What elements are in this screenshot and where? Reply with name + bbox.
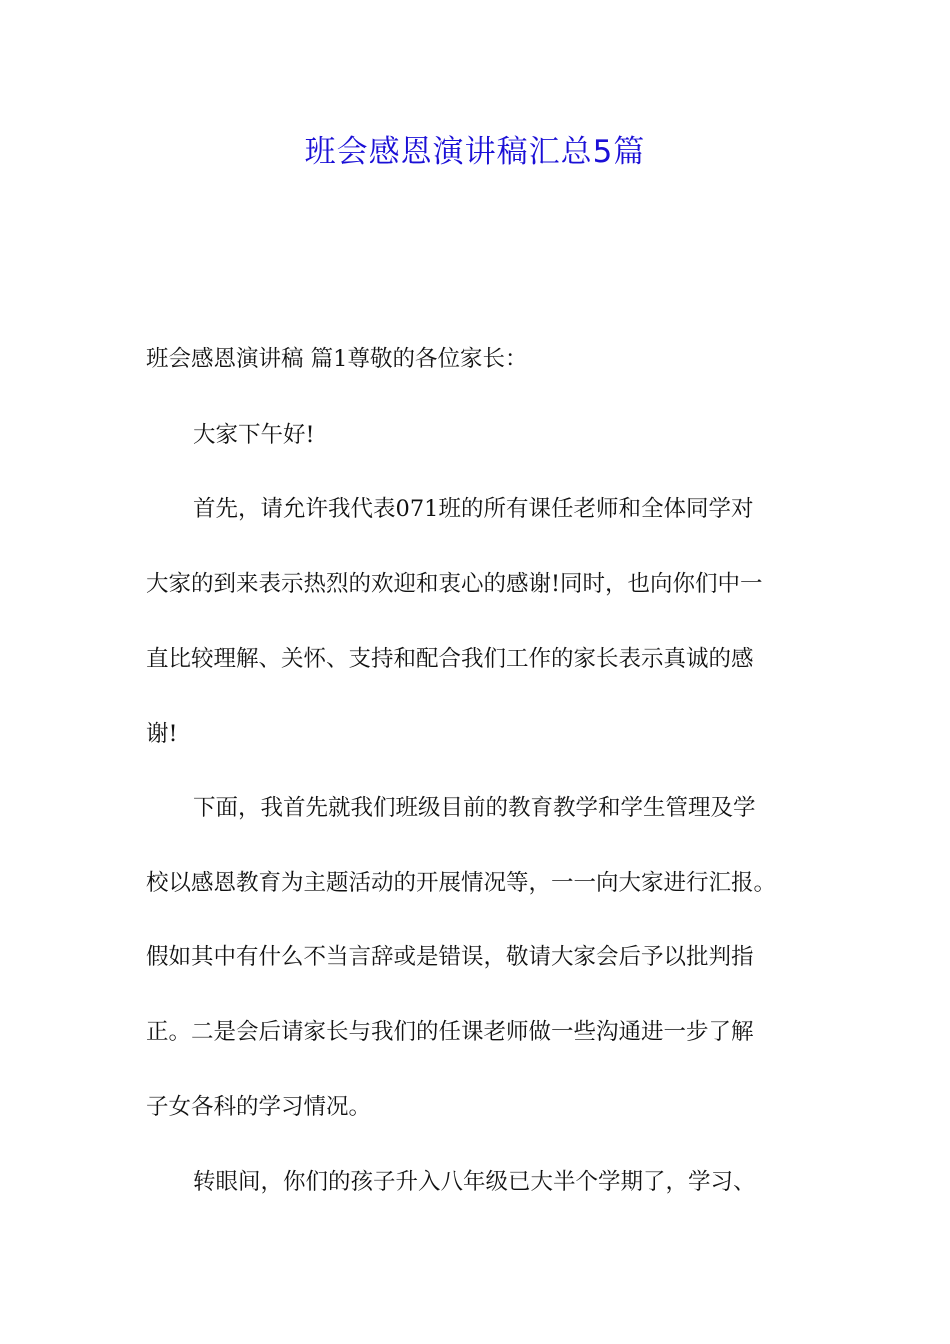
paragraph-line: 首先，请允许我代表071班的所有课任老师和全体同学对 xyxy=(193,496,754,522)
paragraph-line: 谢! xyxy=(146,721,178,747)
paragraph-line: 校以感恩教育为主题活动的开展情况等，一一向大家进行汇报。 xyxy=(146,870,777,896)
paragraph-line: 正。二是会后请家长与我们的任课老师做一些沟通进一步了解 xyxy=(146,1019,754,1045)
paragraph-line: 假如其中有什么不当言辞或是错误，敬请大家会后予以批判指 xyxy=(146,944,754,970)
document-title: 班会感恩演讲稿汇总5篇 xyxy=(304,134,646,170)
paragraph-line: 直比较理解、关怀、支持和配合我们工作的家长表示真诚的感 xyxy=(146,646,754,672)
paragraph-line: 子女各科的学习情况。 xyxy=(146,1094,372,1120)
paragraph-line: 班会感恩演讲稿 篇1尊敬的各位家长： xyxy=(146,346,528,372)
paragraph-line: 转眼间，你们的孩子升入八年级已大半个学期了，学习、 xyxy=(193,1169,756,1195)
paragraph-line: 下面，我首先就我们班级目前的教育教学和学生管理及学 xyxy=(193,795,756,821)
paragraph-line: 大家下午好! xyxy=(193,422,315,448)
paragraph-line: 大家的到来表示热烈的欢迎和衷心的感谢!同时，也向你们中一 xyxy=(146,571,763,597)
